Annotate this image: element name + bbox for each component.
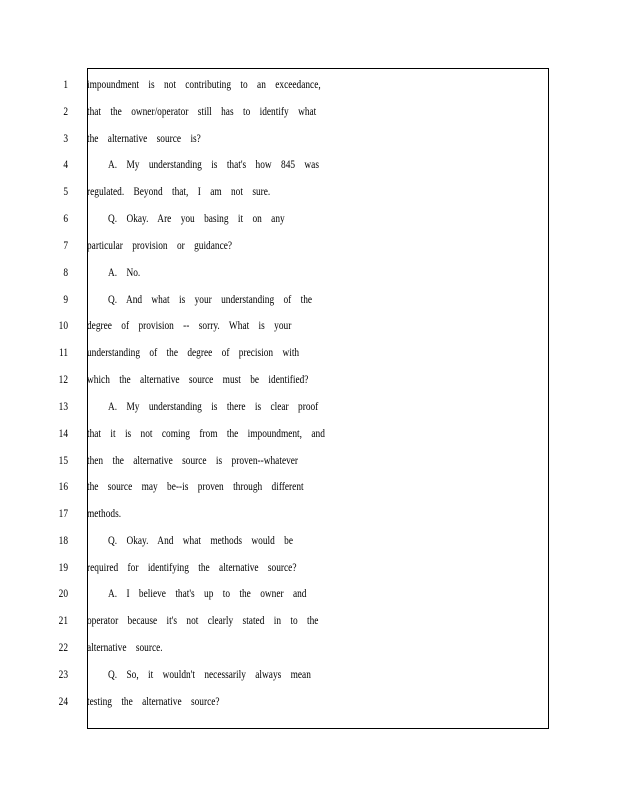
line-text: methods. xyxy=(87,506,122,520)
line-text: alternative source. xyxy=(87,640,163,654)
line-text: understanding of the degree of precision with xyxy=(87,345,300,359)
line-text: required for identifying the alternative source? xyxy=(87,560,297,574)
line-number: 18 xyxy=(58,533,68,547)
line-number: 19 xyxy=(58,560,68,574)
line-text: Q. Okay. Are you basing it on any xyxy=(108,211,285,225)
transcript-line xyxy=(0,423,618,443)
transcript-line xyxy=(0,289,618,309)
line-text: A. My understanding is that's how 845 was xyxy=(108,157,319,171)
line-number: 23 xyxy=(58,667,68,681)
line-number: 9 xyxy=(63,292,68,306)
line-number: 24 xyxy=(58,694,68,708)
transcript-line xyxy=(0,74,618,94)
line-text: testing the alternative source? xyxy=(87,694,220,708)
line-number: 17 xyxy=(58,506,68,520)
line-number: 4 xyxy=(63,157,68,171)
line-number: 6 xyxy=(63,211,68,225)
line-number: 21 xyxy=(58,613,68,627)
line-number: 3 xyxy=(63,131,68,145)
transcript-line xyxy=(0,637,618,657)
line-text: operator because it's not clearly stated in to the xyxy=(87,613,319,627)
transcript-line xyxy=(0,610,618,630)
transcript-line xyxy=(0,691,618,711)
line-number: 10 xyxy=(58,318,68,332)
line-text: regulated. Beyond that, I am not sure. xyxy=(87,184,271,198)
transcript-line xyxy=(0,262,618,282)
transcript-line xyxy=(0,583,618,603)
line-text: which the alternative source must be identified? xyxy=(87,372,309,386)
line-number: 22 xyxy=(58,640,68,654)
line-text: that the owner/operator still has to identify what xyxy=(87,104,317,118)
transcript-line xyxy=(0,503,618,523)
transcript-line xyxy=(0,450,618,470)
transcript-line xyxy=(0,235,618,255)
transcript-line xyxy=(0,315,618,335)
line-text: that it is not coming from the impoundment, and xyxy=(87,426,325,440)
line-number: 20 xyxy=(58,586,68,600)
line-text: A. My understanding is there is clear proof xyxy=(108,399,319,413)
line-number: 8 xyxy=(63,265,68,279)
line-text: Q. And what is your understanding of the xyxy=(108,292,313,306)
line-number: 1 xyxy=(63,77,68,91)
line-text: then the alternative source is proven--whatever xyxy=(87,453,299,467)
line-number: 12 xyxy=(58,372,68,386)
transcript-line xyxy=(0,369,618,389)
transcript-line xyxy=(0,476,618,496)
line-text: the alternative source is? xyxy=(87,131,201,145)
transcript-line xyxy=(0,208,618,228)
transcript-line xyxy=(0,154,618,174)
line-number: 14 xyxy=(58,426,68,440)
transcript-line xyxy=(0,181,618,201)
line-number: 11 xyxy=(58,345,68,359)
line-text: impoundment is not contributing to an exceedance, xyxy=(87,77,321,91)
line-text: degree of provision -- sorry. What is your xyxy=(87,318,292,332)
line-text: A. No. xyxy=(108,265,141,279)
transcript-line xyxy=(0,396,618,416)
transcript-line xyxy=(0,342,618,362)
line-text: the source may be--is proven through different xyxy=(87,479,304,493)
transcript-line xyxy=(0,128,618,148)
line-text: Q. Okay. And what methods would be xyxy=(108,533,294,547)
line-number: 5 xyxy=(63,184,68,198)
line-text: Q. So, it wouldn't necessarily always mean xyxy=(108,667,311,681)
transcript-line xyxy=(0,664,618,684)
transcript-line xyxy=(0,101,618,121)
line-text: A. I believe that's up to the owner and xyxy=(108,586,307,600)
transcript-line xyxy=(0,530,618,550)
line-number: 13 xyxy=(58,399,68,413)
line-number: 16 xyxy=(58,479,68,493)
line-number: 15 xyxy=(58,453,68,467)
transcript-line xyxy=(0,557,618,577)
line-number: 7 xyxy=(63,238,68,252)
line-text: particular provision or guidance? xyxy=(87,238,233,252)
line-number: 2 xyxy=(63,104,68,118)
